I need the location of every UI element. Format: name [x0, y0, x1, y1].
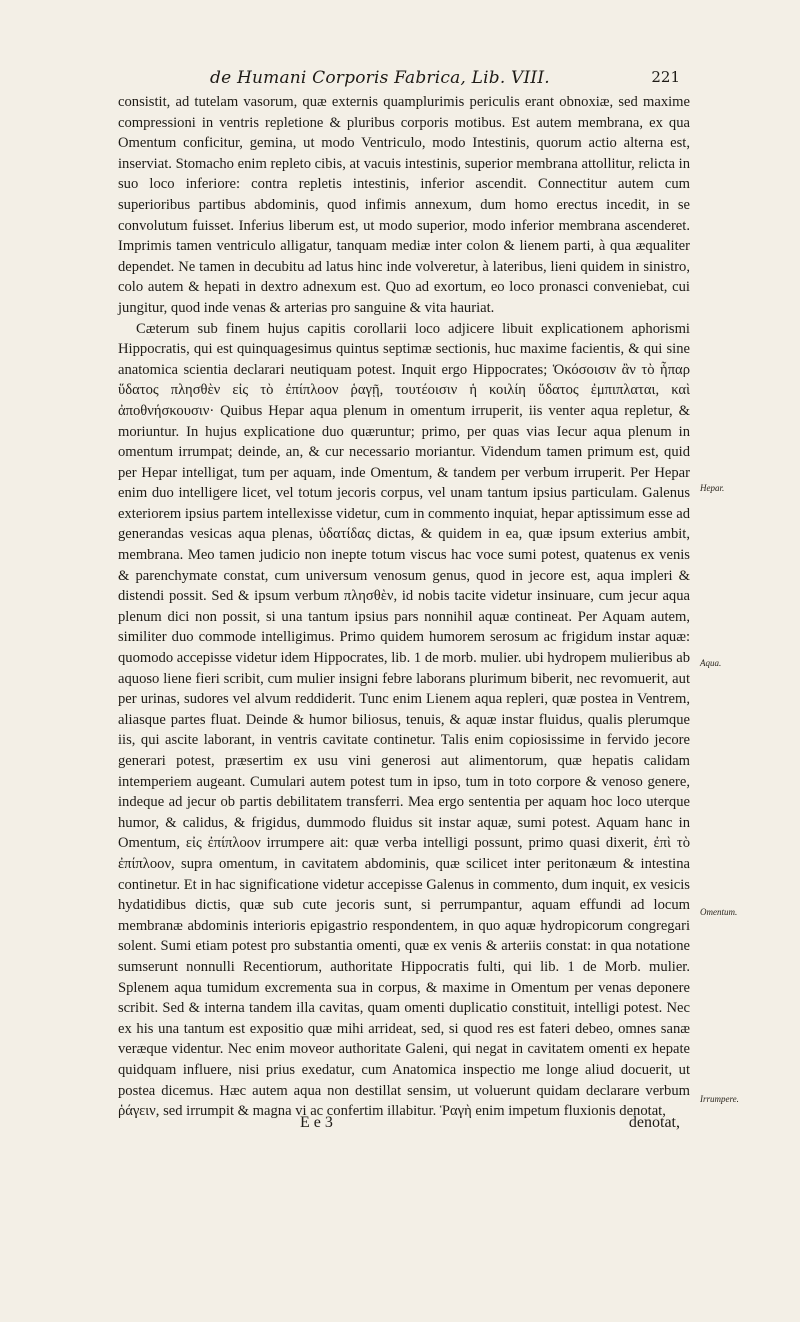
- margin-note-omentum: Omentum.: [700, 907, 738, 917]
- page-number: 221: [651, 68, 680, 86]
- paragraph-aphorism: Cæterum sub finem hujus capitis corollarii loco adjicere libuit explicationem aphorismi Hippocratis, qui est quinquagesimus quintus septimæ sectionis, huc maxime facientis, & qui sine anatomica scientia declarari neutiquam potest. Inquit ergo Hippocrates; Ὁκόσοισιν ἂν τὸ ἧπαρ ὕδατος πλησθὲν εἰς τὸ ἐπίπλοον ῥαγῇ, τουτέοισιν ἡ κοιλίη ὕδατος ἐμπιπλαται, καὶ ἀποθνήσκουσιν· Quibus Hepar aqua plenum in omentum irruperit, iis venter aqua repletur, & moriuntur. In hujus explicatione duo quæruntur; primo, per quas vias Iecur aqua plenum in omentum irrumpat; deinde, an, & cur necessario moriantur. Videndum tamen primum est, quid per Hepar intelligat, tum per aquam, inde Omentum, & tandem per verbum irruperit. Per Hepar enim duo intelligere licet, vel totum jecoris corpus, vel unam tantum ipsius particulam. Galenus exteriorem ipsius partem intellexisse videtur, cum in commento inquiat, hepar aptissimum esse ad generandas vesicas aqua plenas, ὑδατίδας dictas, & quidem in ea, quæ ipsum exterius ambit, membrana. Meo tamen judicio non inepte totum viscus hac voce sumi potest, quatenus ex venis & parenchymate constat, cum universum venosum genus, quod in jecore est, aqua impleri & distendi possit. Sed & ipsum verbum πλησθὲν, id nobis tacite videtur insinuare, cum jecur aqua plenum dici non possit, si una tantum ipsius pars nonnihil aquæ contineat. Per Aquam autem, similiter duo commode intelligimus. Primo quidem humorem serosum ac frigidum instar aquæ: quomodo accepisse videtur idem Hippocrates, lib. 1 de morb. mulier. ubi hydropem mulieribus ab aquoso liene fieri scribit, cum mulier insigni febre laborans plurimum biberit, nec revomuerit, aut per urinas, sudores vel alvum reddiderit. Tunc enim Lienem aqua repleri, quæ postea in Ventrem, aliasque partes fluat. Deinde & humor biliosus, tenuis, & aquæ instar fluidus, qualis plerumque iis, qui ascite laborant, in ventris cavitate continetur. Talis enim copiosissime in fervido jecore generari potest, præsertim ex usu vini generosi aut alimentorum, quæ hepatis calidam intemperiem augeant. Cumulari autem potest tum in ipso, tum in toto corpore & venoso genere, indeque ad jecur ob partis debilitatem transferri. Mea ergo sententia per aquam hoc loco uterque humor, & calidus, & frigidus, dummodo fluidus sit instar aquæ, sumi potest. Aquam hanc in Omentum, εἰς ἐπίπλοον irrumpere ait: quæ verba intelligi possunt, primo quasi dixerit, ἐπὶ τὸ ἐπίπλοον, supra omentum, in cavitatem abdominis, quæ scilicet inter peritonæum & intestina continetur. Et in hac significatione videtur accepisse Galenus in commento, dum inquit, ex vesicis hydatidibus dictis, quæ sub cute jecoris sunt, si perrumpantur, aquam effundi ad locum membranæ abdominis interioris epigastrio respondentem, in quo aquæ hydropicorum congregari solent. Sumi etiam potest pro substantia omenti, quæ ex venis & arteriis constat: in qua notatione sumserunt nonnulli Recentiorum, authoritate Hippocratis fulti, qui lib. 1 de Morb. mulier. Splenem aqua tumidum excrementa sua in corpus, & maxime in Omentum per venas deponere scribit. Sed & interna tandem illa cavitas, quam omenti duplicatio constituit, intelligi potest. Nec ex his una tantum est expositio quæ mihi arrideat, sed, si quod res est fateri debeo, omnes sanæ veræque videntur. Nec enim moveor authoritate Galeni, qui negat in cavitatem omenti ex hepate quidquam influere, nisi prius exedatur, cum Anatomica inspectio me longe aliud docuerit, ut postea dicemus. Hæc autem aqua non destillat sensim, ut voluerunt quidam declarare verbum ῥάγειν, sed irrumpit & magna vi ac confertim illabitur. Ῥαγὴ enim impetum fluxionis denotat,: [118, 320, 690, 1120]
- margin-note-aqua: Aqua.: [700, 658, 722, 668]
- signature-mark: E e 3: [300, 1114, 333, 1131]
- running-header: [120, 68, 680, 92]
- margin-note-irrumpere: Irrumpere.: [700, 1094, 739, 1104]
- paragraph-omentum: consistit, ad tutelam vasorum, quæ externis quamplurimis periculis erant obnoxiæ, sed maxime compressioni in ventris repletione & pluribus corporis motibus. Est autem membrana, ex qua Omentum conficitur, gemina, ut modo Ventriculo, modo Intestinis, quorum actio alterna est, inserviat. Stomacho enim repleto cibis, at vacuis intestinis, superior membrana attollitur, relicta in suo loco inferiore: contra repletis intestinis, inferior ascendit. Connectitur autem cum superioribus partibus abdominis, quod infimis annexum, dum homo erectus incedit, in se convolutum fuisset. Inferius liberum est, ut modo superior, modo inferior membrana ascenderet. Imprimis tamen ventriculo alligatur, tanquam mediæ inter colon & lienem parti, à qua æqualiter dependet. Ne tamen in decubitu ad latus hinc inde volveretur, à lateribus, lieni quidem in sinistro, colo autem & hepati in dextro adnexum est. Quo ad exortum, eo loco pronasci conveniebat, cui jungitur, quod inde venas & arterias pro sanguine & vita hauriat.: [118, 94, 690, 316]
- footer-line: [300, 1114, 680, 1136]
- margin-note-hepar: Hepar.: [700, 483, 725, 493]
- catchword: denotat,: [628, 1114, 680, 1131]
- body-text: [118, 92, 690, 1122]
- running-title: de Humani Corporis Fabrica, Lib. VIII.: [210, 68, 550, 88]
